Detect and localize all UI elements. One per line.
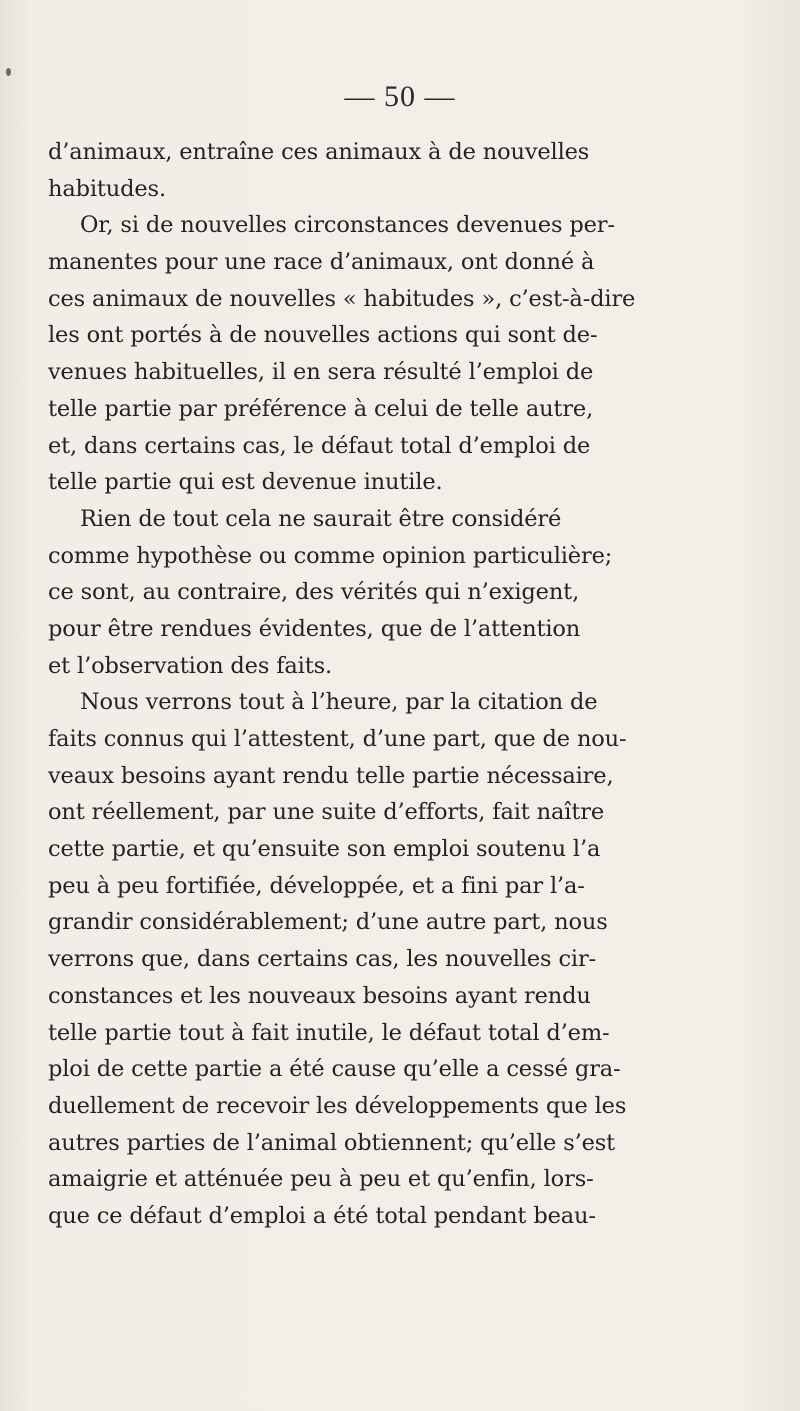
text-line: faits connus qui l’attestent, d’une part, que de nou- [48, 726, 627, 752]
text-line: veaux besoins ayant rendu telle partie nécessaire, [48, 762, 614, 789]
text-line: que ce défaut d’emploi a été total pendant beau- [48, 1202, 596, 1229]
paragraph [48, 207, 796, 501]
paragraph [48, 684, 796, 1234]
paragraph [48, 501, 796, 684]
text-line: grandir considérablement; d’une autre part, nous [48, 909, 608, 936]
paragraph [48, 134, 796, 207]
text-line: les ont portés à de nouvelles actions qui sont de- [48, 322, 598, 349]
text-line: Or, si de nouvelles circonstances devenues per- [80, 212, 615, 239]
text-line: telle partie par préférence à celui de telle autre, [48, 395, 594, 422]
text-line: ploi de cette partie a été cause qu’elle a cessé gra- [48, 1056, 621, 1083]
text-line: verrons que, dans certains cas, les nouvelles cir- [48, 946, 597, 973]
text-line: comme hypothèse ou comme opinion particulière; [48, 542, 613, 569]
text-line: et, dans certains cas, le défaut total d’emploi de [48, 432, 591, 459]
text-line: autres parties de l’animal obtiennent; qu’elle s’est [48, 1129, 616, 1156]
text-line: habitudes. [48, 175, 166, 202]
text-line: Nous verrons tout à l’heure, par la citation de [80, 689, 598, 716]
text-line: ont réellement, par une suite d’efforts, fait naître [48, 799, 604, 826]
ink-speck [6, 68, 11, 76]
text-line: peu à peu fortifiée, développée, et a fini par l’a- [48, 872, 585, 899]
page-body [48, 134, 796, 1235]
text-line: amaigrie et atténuée peu à peu et qu’enfin, lors- [48, 1166, 594, 1193]
text-line: constances et les nouveaux besoins ayant rendu [48, 982, 591, 1009]
text-line: et l’observation des faits. [48, 652, 333, 679]
text-line: ces animaux de nouvelles « habitudes », c’est-à-dire [48, 285, 636, 312]
text-line: cette partie, et qu’ensuite son emploi soutenu l’a [48, 836, 601, 863]
text-line: venues habituelles, il en sera résulté l’emploi de [48, 359, 594, 386]
text-line: d’animaux, entraîne ces animaux à de nouvelles [48, 139, 590, 165]
text-line: telle partie qui est devenue inutile. [48, 469, 443, 496]
text-line: duellement de recevoir les développements que les [48, 1092, 627, 1119]
page-number: — 50 — [344, 80, 456, 113]
text-line: Rien de tout cela ne saurait être considéré [80, 505, 562, 532]
text-line: pour être rendues évidentes, que de l’attention [48, 615, 581, 642]
text-line: manentes pour une race d’animaux, ont donné à [48, 249, 595, 276]
text-line: ce sont, au contraire, des vérités qui n’exigent, [48, 579, 580, 606]
text-line: telle partie tout à fait inutile, le défaut total d’em- [48, 1019, 610, 1046]
